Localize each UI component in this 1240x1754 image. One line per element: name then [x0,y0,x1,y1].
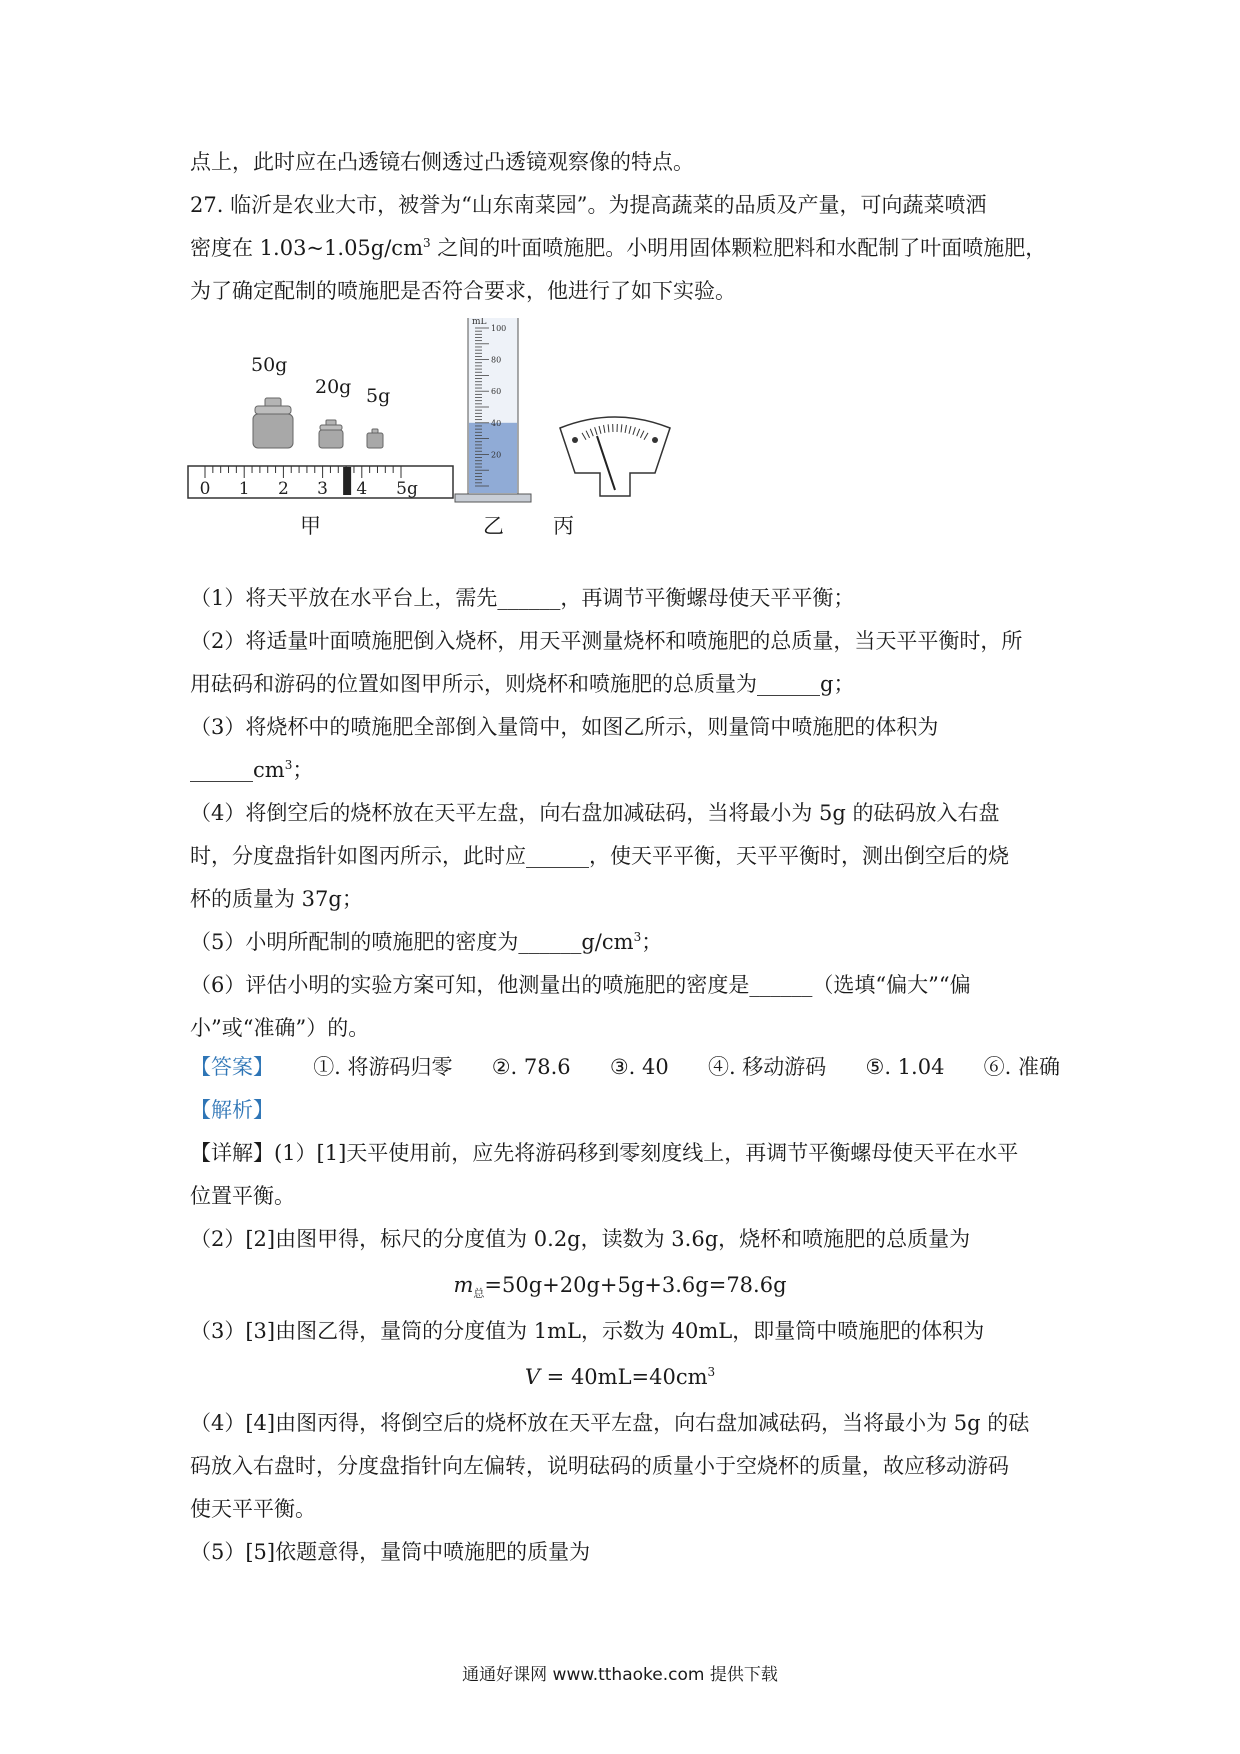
question-27-line: 为了确定配制的喷施肥是否符合要求，他进行了如下实验。 [190,279,736,303]
weight-50g [253,398,293,448]
ruler-tick-label: 3 [317,479,329,499]
sub-question-6: （6）评估小明的实验方案可知，他测量出的喷施肥的密度是______（选填“偏大”“偏 [190,973,971,997]
answer-item: ④. 移动游码 [707,1055,827,1079]
cylinder-unit: mL [472,318,487,327]
figure-label-jia: 甲 [300,514,321,538]
explanation-line: （4）[4]由图丙得，将倒空后的烧杯放在天平左盘，向右盘加减砝码，当将最小为 5g 的砝 [190,1411,1030,1435]
text-segment: 密度在 1.03~1.05g/cm [190,236,423,260]
ruler-tick-label: 2 [277,479,289,499]
subscript: 总 [473,1287,485,1300]
figure-label-yi: 乙 [483,514,504,538]
superscript: 3 [633,930,642,944]
explanation-line: 码放入右盘时，分度盘指针向左偏转，说明砝码的质量小于空烧杯的质量，故应移动游码 [190,1454,1009,1478]
sub-question-2: 用砝码和游码的位置如图甲所示，则烧杯和喷施肥的总质量为______g； [190,672,855,696]
weight-20g [319,420,343,448]
superscript: 3 [422,236,431,250]
answer-item: ⑥. 准确 [983,1055,1060,1079]
cylinder-tick-label: 100 [491,324,507,333]
equation-volume [0,1362,1240,1392]
sub-question-3 [190,755,313,785]
sub-question-6: 小”或“准确”）的。 [190,1016,370,1040]
answer-item: ⑤. 1.04 [865,1055,945,1079]
ruler-tick-label: 5g [396,479,418,499]
weight-label-50g: 50g [251,354,288,376]
equation-total-mass [0,1270,1240,1300]
sub-question-4: 杯的质量为 37g； [190,887,363,911]
text-segment: （5）小明所配制的喷施肥的密度为______g/cm [190,930,634,954]
superscript: 3 [284,758,293,772]
explanation-line: （3）[3]由图乙得，量筒的分度值为 1mL，示数为 40mL，即量筒中喷施肥的体积为 [190,1319,985,1343]
question-27-line: 27. 临沂是农业大市，被誉为“山东南菜园”。为提高蔬菜的品质及产量，可向蔬菜喷洒 [190,193,987,217]
explanation-line: （5）[5]依题意得，量筒中喷施肥的质量为 [190,1540,591,1564]
answer-item: ②. 78.6 [491,1055,571,1079]
weight-label-20g: 20g [315,376,352,398]
weight-5g [367,429,383,448]
explanation-line: 使天平平衡。 [190,1497,316,1521]
ruler-rider [343,467,351,495]
cylinder-tick-label: 80 [491,355,502,365]
figure-label-bing: 丙 [553,514,574,538]
experiment-figure [185,318,705,548]
ruler-tick-label: 1 [238,479,250,499]
ruler-tick-label: 0 [199,479,211,499]
sub-question-4: （4）将倒空后的烧杯放在天平左盘，向右盘加减砝码，当将最小为 5g 的砝码放入右盘 [190,801,1000,825]
sub-question-2: （2）将适量叶面喷施肥倒入烧杯，用天平测量烧杯和喷施肥的总质量，当天平平衡时，所 [190,629,1023,653]
sub-question-5 [190,927,662,957]
text-segment: ______cm [190,758,285,782]
explanation-line: 【详解】(1）[1]天平使用前，应先将游码移到零刻度线上，再调节平衡螺母使天平在水平 [190,1141,1019,1165]
cylinder-tick-label: 60 [491,387,502,397]
balance-ruler [188,466,453,499]
equation-symbol: m [453,1273,474,1297]
sub-question-3: （3）将烧杯中的喷施肥全部倒入量筒中，如图乙所示，则量筒中喷施肥的体积为 [190,715,939,739]
equation-body: = 40mL=40cm [540,1365,708,1389]
ruler-tick-label: 4 [356,479,368,499]
graduated-cylinder [455,318,531,502]
weight-label-5g: 5g [366,385,391,407]
explanation-line: 位置平衡。 [190,1184,295,1208]
answer-tag: 【答案】 [190,1055,274,1079]
page-footer: 通通好课网 www.tthaoke.com 提供下载 [462,1665,778,1685]
text-line: 点上，此时应在凸透镜右侧透过凸透镜观察像的特点。 [190,150,694,174]
text-segment: ； [641,930,663,954]
analysis-tag: 【解析】 [190,1098,274,1122]
equation-body: =50g+20g+5g+3.6g=78.6g [484,1273,787,1297]
question-27-line [190,233,1046,263]
sub-question-1: （1）将天平放在水平台上，需先______，再调节平衡螺母使天平平衡； [190,586,855,610]
text-segment: ； [292,758,314,782]
answer-item: ①. 将游码归零 [313,1055,453,1079]
sub-question-4: 时，分度盘指针如图丙所示，此时应______，使天平平衡，天平平衡时，测出倒空后的烧 [190,844,1009,868]
experiment-figure-svg [185,318,705,548]
explanation-line: （2）[2]由图甲得，标尺的分度值为 0.2g，读数为 3.6g，烧杯和喷施肥的总质量为 [190,1227,971,1251]
cylinder-tick-label: 40 [491,418,502,428]
superscript: 3 [707,1365,716,1379]
cylinder-tick-label: 20 [491,450,502,460]
text-segment: 之间的叶面喷施肥。小明用固体颗粒肥料和水配制了叶面喷施肥， [430,236,1047,260]
answer-row [190,1052,1060,1082]
equation-symbol: V [524,1365,540,1389]
pointer-dial [560,417,670,496]
answer-item: ③. 40 [609,1055,669,1079]
